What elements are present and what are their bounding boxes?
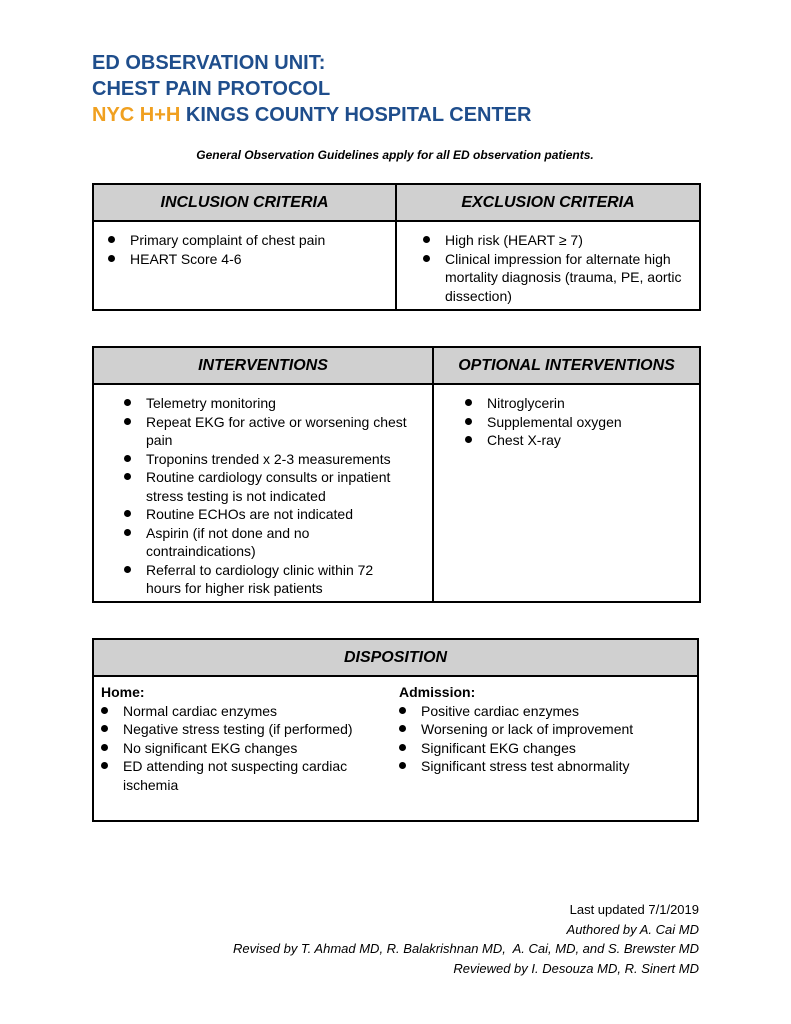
inclusion-header: INCLUSION CRITERIA	[93, 184, 396, 221]
optional-interventions-header: OPTIONAL INTERVENTIONS	[433, 347, 700, 384]
optional-interventions-list	[434, 385, 699, 450]
list-item	[108, 231, 395, 250]
list-item	[101, 720, 386, 739]
reviewed-by: Reviewed by I. Desouza MD, R. Sinert MD	[453, 960, 699, 976]
list-item-text: Nitroglycerin	[487, 395, 565, 411]
list-item-text: Aspirin (if not done and no contraindications)	[146, 524, 310, 559]
list-item	[423, 250, 691, 306]
home-list	[101, 702, 386, 795]
bullet-icon	[108, 236, 115, 243]
bullet-icon	[465, 418, 472, 425]
bullet-icon	[399, 725, 406, 732]
list-item-text: Supplemental oxygen	[487, 413, 622, 430]
org-name: NYC H+H	[92, 104, 181, 126]
bullet-icon	[108, 255, 115, 262]
bullet-icon	[399, 707, 406, 714]
exclusion-header: EXCLUSION CRITERIA	[396, 184, 700, 221]
bullet-icon	[399, 762, 406, 769]
list-item	[465, 394, 699, 413]
list-item-text: No significant EKG changes	[123, 739, 298, 756]
admission-column	[399, 683, 689, 776]
home-label: Home:	[101, 684, 145, 700]
list-item	[465, 413, 699, 432]
bullet-icon	[124, 399, 131, 406]
list-item	[108, 250, 395, 269]
interventions-table	[92, 346, 701, 603]
disposition-cell	[93, 676, 698, 821]
disposition-header: DISPOSITION	[93, 639, 698, 676]
list-item	[124, 413, 410, 450]
list-item	[399, 739, 689, 758]
list-item-text: Negative stress testing (if performed)	[123, 721, 353, 737]
admission-list	[399, 702, 689, 776]
bullet-icon	[423, 255, 430, 262]
list-item-text: Troponins trended x 2-3 measurements	[146, 450, 391, 467]
list-item-text: Significant EKG changes	[421, 739, 576, 756]
list-item	[101, 757, 386, 794]
guidelines-note: General Observation Guidelines apply for all ED observation patients.	[196, 148, 594, 162]
interventions-cell	[93, 384, 433, 602]
list-item-text: Referral to cardiology clinic within 72 hours for higher risk patients	[146, 561, 374, 596]
bullet-icon	[399, 744, 406, 751]
interventions-header: INTERVENTIONS	[93, 347, 433, 384]
list-item-text: Telemetry monitoring	[146, 395, 276, 411]
list-item-text: High risk (HEART ≥ 7)	[445, 232, 583, 248]
list-item	[399, 757, 689, 776]
list-item	[124, 450, 410, 469]
list-item-text: Routine cardiology consults or inpatient stress testing is not indicated	[146, 469, 391, 504]
list-item-text: HEART Score 4-6	[130, 250, 242, 267]
revised-by: Revised by T. Ahmad MD, R. Balakrishnan MD, A. Cai, MD, and S. Brewster MD	[233, 941, 699, 956]
exclusion-list	[397, 222, 699, 305]
list-item-text: Normal cardiac enzymes	[123, 702, 278, 719]
document-title	[92, 50, 532, 128]
bullet-icon	[124, 510, 131, 517]
list-item-text: Chest X-ray	[487, 432, 561, 448]
list-item	[124, 505, 410, 524]
bullet-icon	[124, 529, 131, 536]
list-item-text: Repeat EKG for active or worsening chest pain	[146, 413, 407, 448]
interventions-list	[94, 385, 432, 598]
inclusion-list	[94, 222, 395, 268]
bullet-icon	[124, 455, 131, 462]
bullet-icon	[124, 566, 131, 573]
list-item-text: Routine ECHOs are not indicated	[146, 506, 353, 522]
list-item-text: Clinical impression for alternate high mortality diagnosis (trauma, PE, aortic dissection)	[445, 250, 682, 304]
home-column	[101, 683, 386, 794]
list-item-text: ED attending not suspecting cardiac ischemia	[123, 758, 348, 793]
list-item	[423, 231, 691, 250]
authored-by: Authored by A. Cai MD	[566, 921, 699, 937]
document-footer	[233, 900, 699, 978]
inclusion-cell	[93, 221, 396, 310]
list-item	[399, 702, 689, 721]
list-item-text: Primary complaint of chest pain	[130, 232, 326, 248]
hospital-name: KINGS COUNTY HOSPITAL CENTER	[180, 104, 532, 126]
title-line-3	[92, 102, 532, 128]
bullet-icon	[101, 707, 108, 714]
list-item-text: Positive cardiac enzymes	[421, 702, 579, 719]
exclusion-cell	[396, 221, 700, 310]
bullet-icon	[101, 725, 108, 732]
list-item	[465, 431, 699, 450]
admission-label: Admission:	[399, 684, 476, 700]
list-item	[124, 561, 410, 598]
bullet-icon	[465, 399, 472, 406]
bullet-icon	[101, 762, 108, 769]
bullet-icon	[465, 436, 472, 443]
last-updated: Last updated 7/1/2019	[569, 902, 699, 917]
list-item	[124, 394, 410, 413]
list-item	[101, 739, 386, 758]
list-item-text: Significant stress test abnormality	[421, 758, 630, 774]
disposition-table	[92, 638, 699, 822]
title-line-1: ED OBSERVATION UNIT:	[92, 52, 326, 74]
optional-interventions-cell	[433, 384, 700, 602]
list-item	[399, 720, 689, 739]
list-item	[124, 468, 410, 505]
bullet-icon	[101, 744, 108, 751]
bullet-icon	[124, 418, 131, 425]
bullet-icon	[124, 473, 131, 480]
bullet-icon	[423, 236, 430, 243]
list-item	[124, 524, 410, 561]
list-item-text: Worsening or lack of improvement	[421, 721, 634, 737]
title-line-2: CHEST PAIN PROTOCOL	[92, 78, 331, 100]
list-item	[101, 702, 386, 721]
criteria-table	[92, 183, 701, 311]
